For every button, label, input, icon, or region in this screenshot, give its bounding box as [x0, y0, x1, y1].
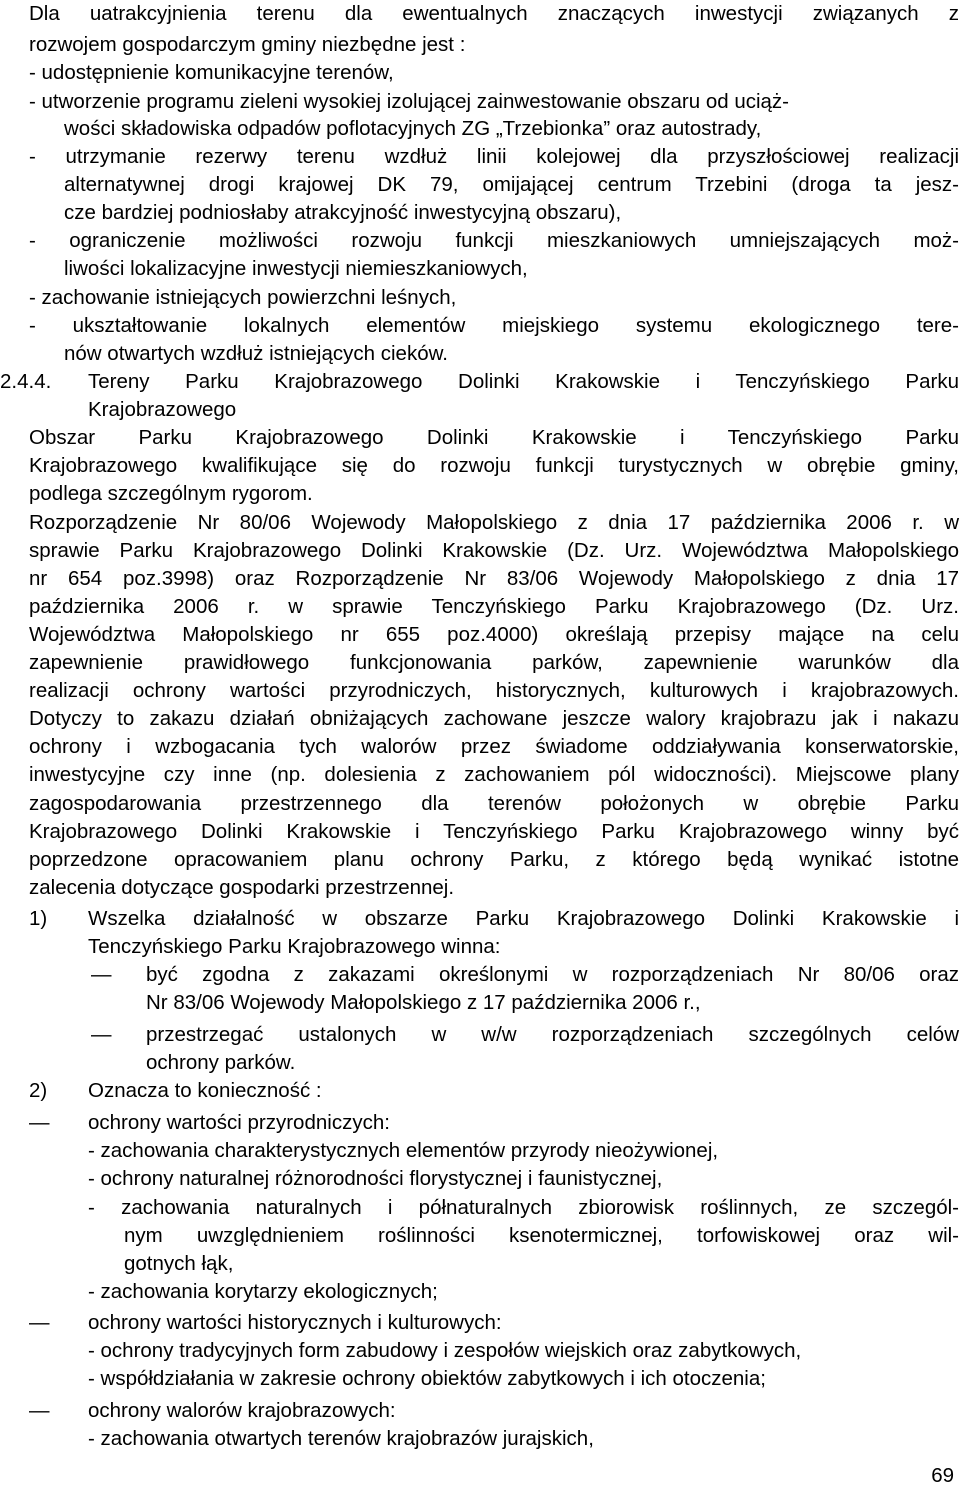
text-line: rozwojem gospodarczym gminy niezbędne jest : — [29, 33, 466, 56]
text-line: Krajobrazowego kwalifikujące się do rozwoju funkcji turystycznych w obrębie gminy, — [29, 454, 959, 477]
text-line: ochrony wartości przyrodniczych: — [88, 1111, 390, 1134]
text-line: ochrony wartości historycznych i kulturowych: — [88, 1311, 502, 1334]
text-line: Dotyczy to zakazu działań obniżających zachowane jeszcze walory krajobrazu jak i nakazu — [29, 707, 959, 730]
text-line: - utworzenie programu zieleni wysokiej izolującej zainwestowanie obszaru od uciąż- — [29, 90, 790, 113]
text-line: inwestycyjne czy inne (np. dolesienia z zachowaniem pól widoczności). Miejscowe plany — [29, 763, 959, 786]
text-line: cze bardziej podniosłaby atrakcyjność inwestycyjną obszaru), — [64, 201, 622, 224]
page-number: 69 — [931, 1464, 954, 1487]
text-line: być zgodna z zakazami określonymi w rozporządzeniach Nr 80/06 oraz — [146, 963, 959, 986]
text-line: zapewnienie prawidłowego funkcjonowania parków, zapewnienie warunków dla — [29, 651, 959, 674]
text-line: - zachowania korytarzy ekologicznych; — [88, 1280, 438, 1303]
text-line: ochrony walorów krajobrazowych: — [88, 1399, 396, 1422]
text-line: - ukształtowanie lokalnych elementów miejskiego systemu ekologicznego tere- — [29, 314, 959, 337]
text-line: podlega szczególnym rygorom. — [29, 482, 313, 505]
text-line: ― — [91, 1023, 112, 1046]
text-line: zalecenia dotyczące gospodarki przestrzennej. — [29, 876, 455, 899]
text-line: wości składowiska odpadów poflotacyjnych ZG „Trzebionka” oraz autostrady, — [64, 117, 762, 140]
text-line: nym uwzględnieniem roślinności ksenotermicznej, torfowiskowej oraz wil- — [124, 1224, 959, 1247]
text-line: Nr 83/06 Wojewody Małopolskiego z 17 października 2006 r., — [146, 991, 701, 1014]
text-line: Krajobrazowego Dolinki Krakowskie i Tenczyńskiego Parku Krajobrazowego winny być — [29, 820, 959, 843]
text-line: realizacji ochrony wartości przyrodniczych, historycznych, kulturowych i krajobrazowych. — [29, 679, 959, 702]
text-line: Tenczyńskiego Parku Krajobrazowego winna: — [88, 935, 501, 958]
text-line: - ochrony tradycyjnych form zabudowy i zespołów wiejskich oraz zabytkowych, — [88, 1339, 802, 1362]
text-line: - zachowania otwartych terenów krajobrazów jurajskich, — [88, 1427, 594, 1450]
text-line: Obszar Parku Krajobrazowego Dolinki Krakowskie i Tenczyńskiego Parku — [29, 426, 959, 449]
text-line: Tereny Parku Krajobrazowego Dolinki Krakowskie i Tenczyńskiego Parku — [88, 370, 959, 393]
text-line: 2) — [29, 1079, 48, 1102]
text-line: zagospodarowania przestrzennego dla terenów położonych w obrębie Parku — [29, 792, 959, 815]
text-line: Krajobrazowego — [88, 398, 237, 421]
text-line: gotnych łąk, — [124, 1252, 234, 1275]
text-line: ochrony parków. — [146, 1051, 296, 1074]
text-line: nów otwartych wzdłuż istniejących cieków. — [64, 342, 448, 365]
text-line: ― — [29, 1311, 50, 1334]
text-line: alternatywnej drogi krajowej DK 79, omijającej centrum Trzebini (droga ta jesz- — [64, 173, 959, 196]
text-line: - współdziałania w zakresie ochrony obiektów zabytkowych i ich otoczenia; — [88, 1367, 766, 1390]
text-line: liwości lokalizacyjne inwestycji niemieszkaniowych, — [64, 257, 528, 280]
text-line: - ochrony naturalnej różnorodności florystycznej i faunistycznej, — [88, 1167, 663, 1190]
text-line: nr 654 poz.3998) oraz Rozporządzenie Nr 83/06 Wojewody Małopolskiego z dnia 17 — [29, 567, 959, 590]
text-line: - zachowania naturalnych i półnaturalnych zbiorowisk roślinnych, ze szczegól- — [88, 1196, 959, 1219]
text-line: - ograniczenie możliwości rozwoju funkcji mieszkaniowych umniejszających moż- — [29, 229, 959, 252]
text-line: - utrzymanie rezerwy terenu wzdłuż linii kolejowej dla przyszłościowej realizacji — [29, 145, 959, 168]
text-line: Rozporządzenie Nr 80/06 Wojewody Małopolskiego z dnia 17 października 2006 r. w — [29, 511, 959, 534]
text-line: ― — [91, 963, 112, 986]
text-line: ― — [29, 1399, 50, 1422]
text-line: sprawie Parku Krajobrazowego Dolinki Krakowskie (Dz. Urz. Województwa Małopolskiego — [29, 539, 959, 562]
text-line: - zachowanie istniejących powierzchni leśnych, — [29, 286, 457, 309]
text-line: Wszelka działalność w obszarze Parku Krajobrazowego Dolinki Krakowskie i — [88, 907, 959, 930]
text-line: przestrzegać ustalonych w w/w rozporządzeniach szczególnych celów — [146, 1023, 959, 1046]
text-line: - udostępnienie komunikacyjne terenów, — [29, 61, 394, 84]
text-line: poprzedzone opracowaniem planu ochrony Parku, z którego będą wynikać istotne — [29, 848, 959, 871]
text-line: października 2006 r. w sprawie Tenczyńskiego Parku Krajobrazowego (Dz. Urz. — [29, 595, 959, 618]
text-line: Dla uatrakcyjnienia terenu dla ewentualnych znaczących inwestycji związanych z — [29, 2, 959, 25]
text-line: ochrony i wzbogacania tych walorów przez świadome oddziaływania konserwatorskie, — [29, 735, 959, 758]
text-line: Województwa Małopolskiego nr 655 poz.4000) określają przepisy mające na celu — [29, 623, 959, 646]
text-line: Oznacza to konieczność : — [88, 1079, 322, 1102]
text-line: 2.4.4. — [0, 370, 52, 393]
text-line: ― — [29, 1111, 50, 1134]
text-line: 1) — [29, 907, 48, 930]
text-line: - zachowania charakterystycznych elementów przyrody nieożywionej, — [88, 1139, 719, 1162]
